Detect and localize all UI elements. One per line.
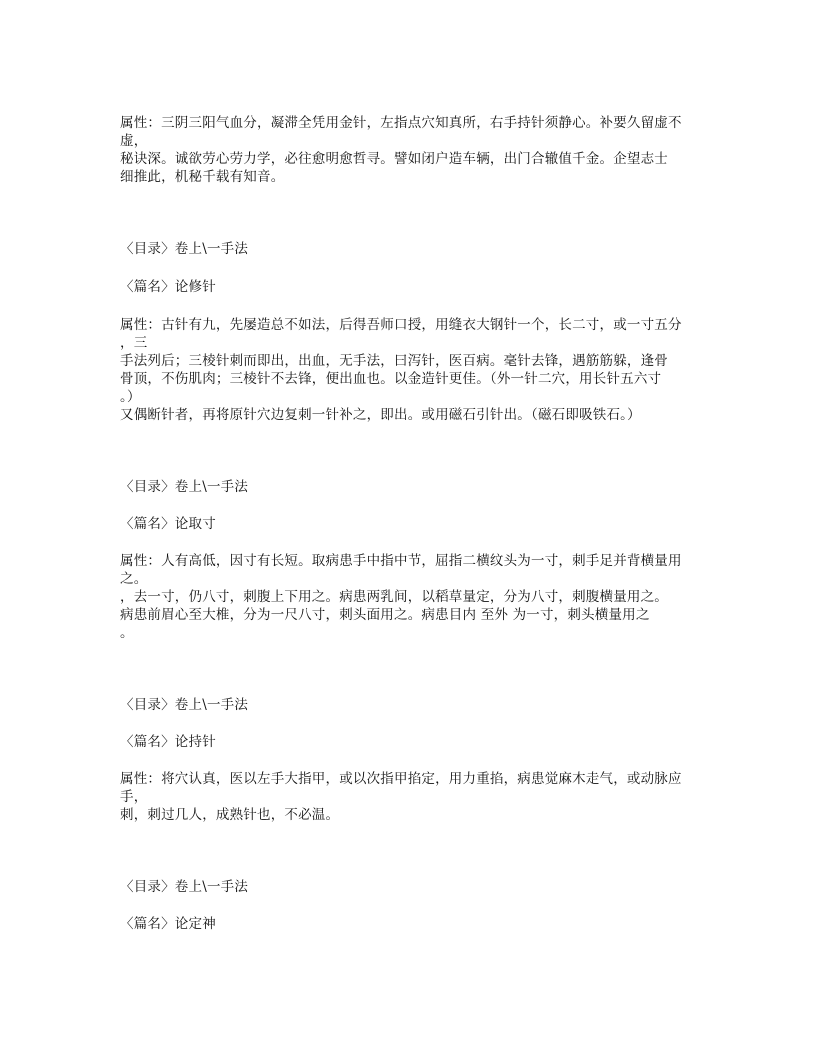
attribute-line: 手法列后；三棱针刺而即出，出血，无手法，曰泻针，医百病。毫针去锋，遇筋筋躲，逢骨: [120, 353, 668, 369]
attribute-line: 刺，刺过几人，成熟针也，不必温。: [120, 807, 340, 823]
attribute-line: 又偶断针者，再将原针穴边复刺一针补之，即出。或用磁石引针出。（磁石即吸铁石。）: [120, 407, 641, 423]
attribute-line: 属性：古针有九，先屡造总不如法，后得吾师口授，用缝衣大钢针一个，长二寸，或一寸五分: [120, 317, 682, 333]
catalog-heading: 〈目录〉卷上\一手法: [120, 879, 249, 895]
catalog-heading: 〈目录〉卷上\一手法: [120, 697, 249, 713]
catalog-heading: 〈目录〉卷上\一手法: [120, 479, 249, 495]
attribute-line: 病患前眉心至大椎，分为一尺八寸，刺头面用之。病患目内 至外 为一寸，刺头横量用之: [120, 607, 650, 623]
attribute-line: 属性：将穴认真，医以左手大指甲，或以次指甲掐定，用力重掐，病患觉麻木走气，或动脉应: [120, 771, 682, 787]
chapter-title: 〈篇名〉论取寸: [120, 516, 216, 532]
attribute-line: 之。: [120, 571, 148, 587]
attribute-line: 。）: [120, 389, 141, 405]
chapter-title: 〈篇名〉论持针: [120, 734, 216, 750]
attribute-line: ，去一寸，仍八寸，刺腹上下用之。病患两乳间，以稻草量定，分为八寸，刺腹横量用之。: [120, 589, 668, 605]
attribute-line: ，三: [120, 335, 148, 351]
catalog-heading: 〈目录〉卷上\一手法: [120, 241, 249, 257]
attribute-line: 细推此，机秘千载有知音。: [120, 169, 285, 185]
chapter-title: 〈篇名〉论修针: [120, 279, 216, 295]
attribute-line: 。: [120, 625, 134, 641]
attribute-line: 属性：人有高低，因寸有长短。取病患手中指中节，屈指二横纹头为一寸，刺手足并背横量用: [120, 553, 682, 569]
attribute-line: 手，: [120, 789, 148, 805]
attribute-line: 秘诀深。诚欲劳心劳力学，必往愈明愈哲寻。譬如闭户造车辆，出门合辙值千金。企望志士: [120, 151, 668, 167]
attribute-line: 属性：三阴三阳气血分，凝滞全凭用金针，左指点穴知真所，右手持针须静心。补要久留虚不: [120, 115, 682, 131]
chapter-title: 〈篇名〉论定神: [120, 916, 216, 932]
attribute-line: 虚，: [120, 133, 148, 149]
attribute-line: 骨顶，不伤肌肉；三棱针不去锋，便出血也。以金造针更佳。（外一针二穴，用长针五六寸: [120, 371, 662, 387]
